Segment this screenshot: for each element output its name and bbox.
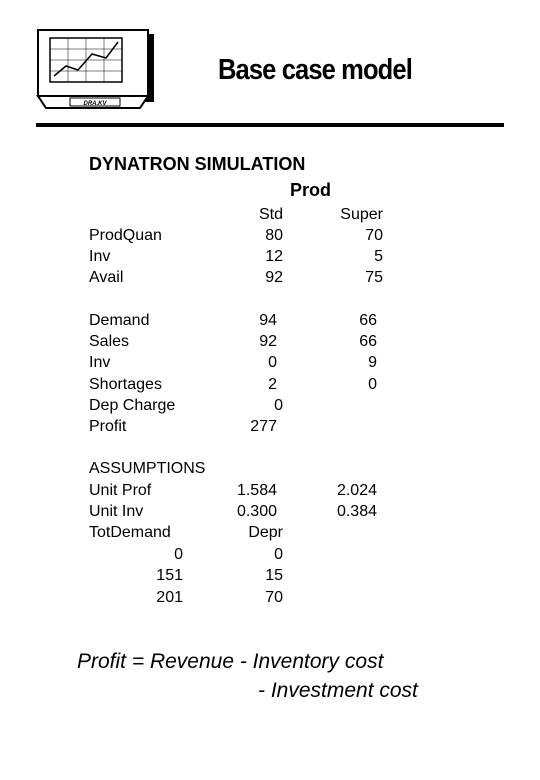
cell-std: 12	[265, 248, 283, 265]
cell-std: 277	[250, 418, 277, 435]
row-label: Avail	[89, 269, 124, 286]
cell-super: 5	[374, 248, 383, 265]
row-label: Shortages	[89, 376, 162, 393]
row-label: Unit Prof	[89, 482, 152, 499]
row-label: Inv	[89, 354, 111, 371]
cell-depr: 15	[265, 567, 283, 584]
row-label: Inv	[89, 248, 111, 265]
formula-line-1: Profit = Revenue - Inventory cost	[77, 650, 384, 673]
cell-std: 92	[259, 333, 277, 350]
cell-demand: 151	[156, 567, 183, 584]
table2-header-demand: TotDemand	[89, 524, 171, 541]
formula-line-2: - Investment cost	[258, 679, 418, 702]
cell-super: 70	[365, 227, 383, 244]
table2-header-depr: Depr	[248, 524, 283, 541]
cell-std: 0	[268, 354, 277, 371]
cell-super: 75	[365, 269, 383, 286]
cell-super: 66	[359, 333, 377, 350]
cell-super: 9	[368, 354, 377, 371]
col-header-std: Std	[258, 206, 283, 223]
cell-super: 66	[359, 312, 377, 329]
sheet-heading: DYNATRON SIMULATION	[89, 154, 306, 174]
page-title: Base case model	[218, 54, 412, 86]
cell-std: 0	[274, 397, 283, 414]
row-label: Demand	[89, 312, 150, 329]
cell-demand: 0	[174, 546, 183, 563]
cell-depr: 0	[274, 546, 283, 563]
cell-std: 92	[265, 269, 283, 286]
logo-caption: DRA.KV	[83, 101, 107, 107]
cell-demand: 201	[156, 589, 183, 606]
cell-super: 2.024	[336, 482, 377, 499]
cell-std: 1.584	[236, 482, 277, 499]
row-label: Sales	[89, 333, 130, 350]
cell-std: 0.300	[236, 503, 277, 520]
row-label: Profit	[89, 418, 127, 435]
col-header-super: Super	[340, 206, 383, 223]
cell-std: 80	[265, 227, 283, 244]
cell-std: 94	[259, 312, 277, 329]
cell-std: 2	[268, 376, 277, 393]
group-label: Prod	[290, 180, 332, 200]
row-label: Dep Charge	[89, 397, 176, 414]
cell-super: 0.384	[336, 503, 377, 520]
assumptions-heading: ASSUMPTIONS	[89, 460, 206, 477]
cell-super: 0	[368, 376, 377, 393]
row-label: Unit Inv	[89, 503, 144, 520]
cell-depr: 70	[265, 589, 283, 606]
row-label: ProdQuan	[89, 227, 162, 244]
